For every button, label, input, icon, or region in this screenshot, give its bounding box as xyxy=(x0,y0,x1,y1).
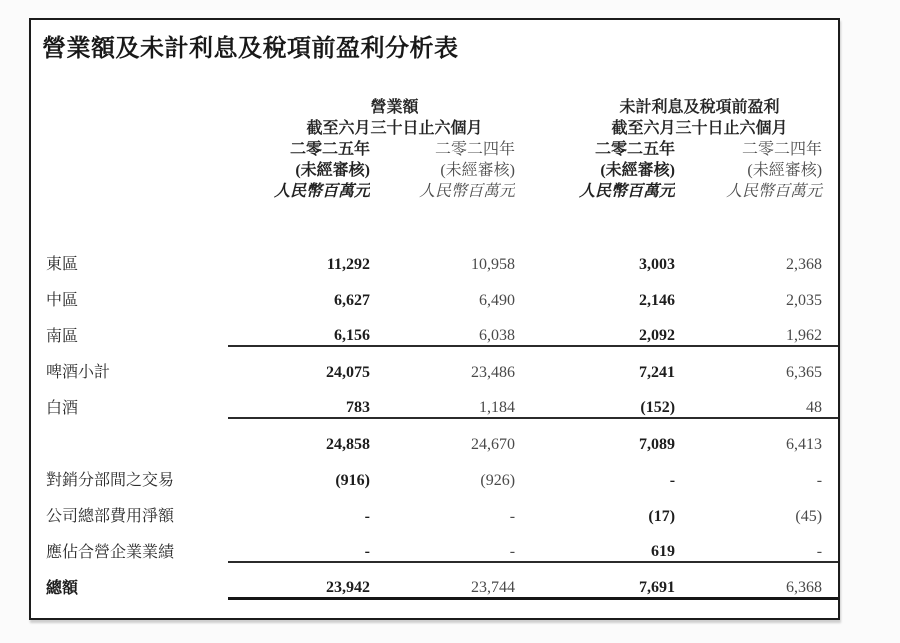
cell-value: 6,413 xyxy=(786,436,823,453)
cell-value: (152) xyxy=(515,382,675,418)
table-row-corporate-expenses xyxy=(46,490,838,526)
cell-value: 24,075 xyxy=(326,364,370,381)
cell-value: (916) xyxy=(335,472,370,489)
row-label: 對銷分部間之交易 xyxy=(46,472,175,489)
cell-value: 23,744 xyxy=(370,562,515,598)
col-audit-note: (未經審核) xyxy=(747,162,823,179)
col-unit-header: 人民幣百萬元 xyxy=(726,183,823,200)
cell-value: 2,146 xyxy=(639,292,676,309)
cell-value: 2,368 xyxy=(786,256,823,273)
revenue-group-subtitle: 截至六月三十日止六個月 xyxy=(306,120,483,137)
table-row-segment-subtotal xyxy=(46,418,838,454)
year-header-row xyxy=(46,139,838,160)
cell-value: 6,627 xyxy=(334,292,370,309)
cell-value: - xyxy=(675,526,838,562)
col-unit-header: 人民幣百萬元 xyxy=(273,183,370,200)
cell-value: 23,486 xyxy=(471,364,516,381)
table-row-total xyxy=(46,562,838,598)
col-year-header: 二零二四年 xyxy=(435,141,516,158)
row-label: 中區 xyxy=(46,292,79,309)
cell-value: - xyxy=(816,472,823,489)
col-unit-header: 人民幣百萬元 xyxy=(579,183,676,200)
unit-header-row xyxy=(46,181,838,202)
row-label: 啤酒小計 xyxy=(46,364,111,381)
cell-value: (926) xyxy=(480,472,516,489)
cell-value: - xyxy=(370,526,515,562)
col-audit-note: (未經審核) xyxy=(440,162,516,179)
group-subtitle-row xyxy=(46,118,838,139)
cell-value: 7,241 xyxy=(639,364,676,381)
row-label: 總額 xyxy=(46,580,79,597)
table-row-beer-subtotal xyxy=(46,346,838,382)
row-label: 南區 xyxy=(46,328,79,345)
cell-value: - xyxy=(509,508,516,525)
spacer-cell xyxy=(46,202,838,238)
header-body-spacer xyxy=(46,202,838,238)
cell-value: 48 xyxy=(675,382,838,418)
cell-value: 24,858 xyxy=(326,436,370,453)
statement-page-box xyxy=(29,18,840,620)
cell-value: (45) xyxy=(795,508,823,525)
cell-value: 1,962 xyxy=(675,310,838,346)
ebit-group-title: 未計利息及稅項前盈利 xyxy=(619,99,780,116)
cell-value: 6,490 xyxy=(479,292,516,309)
spacer-cell xyxy=(46,97,228,118)
spacer-cell xyxy=(46,118,228,139)
page-title: 營業額及未計利息及稅項前盈利分析表 xyxy=(42,36,459,62)
revenue-group-title: 營業額 xyxy=(370,99,419,116)
row-label: 白酒 xyxy=(46,400,79,417)
table-row-central xyxy=(46,274,838,310)
group-title-row xyxy=(46,97,838,118)
col-unit-header: 人民幣百萬元 xyxy=(419,183,516,200)
col-year-header: 二零二五年 xyxy=(595,141,676,158)
col-audit-note: (未經審核) xyxy=(295,162,370,179)
cell-value: (17) xyxy=(648,508,676,525)
cell-value: 6,038 xyxy=(370,310,515,346)
spacer-cell xyxy=(46,181,228,202)
table-row-baijiu xyxy=(46,382,838,418)
row-label: 東區 xyxy=(46,256,79,273)
col-year-header: 二零二四年 xyxy=(742,141,823,158)
cell-value: - xyxy=(364,508,370,525)
cell-value: 7,089 xyxy=(639,436,676,453)
cell-value: 2,092 xyxy=(515,310,675,346)
table-row-east xyxy=(46,238,838,274)
spacer-cell xyxy=(46,160,228,181)
cell-value: 6,368 xyxy=(675,562,838,598)
spacer-cell xyxy=(46,139,228,160)
cell-value: 6,365 xyxy=(786,364,823,381)
cell-value: 7,691 xyxy=(515,562,675,598)
audit-note-row xyxy=(46,160,838,181)
segment-analysis-table xyxy=(46,97,838,600)
table-row-jv-results xyxy=(46,526,838,562)
cell-value: 10,958 xyxy=(471,256,516,273)
cell-value: 11,292 xyxy=(326,256,370,273)
col-year-header: 二零二五年 xyxy=(289,141,370,158)
cell-value: 619 xyxy=(515,526,675,562)
row-label xyxy=(46,418,228,454)
cell-value: 24,670 xyxy=(471,436,516,453)
cell-value: 783 xyxy=(228,382,370,418)
cell-value: 3,003 xyxy=(639,256,676,273)
table-row-intersegment-elimination xyxy=(46,454,838,490)
cell-value: 6,156 xyxy=(228,310,370,346)
table-row-south xyxy=(46,310,838,346)
row-label: 公司總部費用淨額 xyxy=(46,508,175,525)
cell-value: 23,942 xyxy=(228,562,370,598)
cell-value: 1,184 xyxy=(370,382,515,418)
cell-value: - xyxy=(669,472,676,489)
cell-value: 2,035 xyxy=(786,292,823,309)
col-audit-note: (未經審核) xyxy=(600,162,676,179)
cell-value: - xyxy=(228,526,370,562)
row-label: 應佔合營企業業績 xyxy=(46,544,175,561)
ebit-group-subtitle: 截至六月三十日止六個月 xyxy=(611,120,788,137)
